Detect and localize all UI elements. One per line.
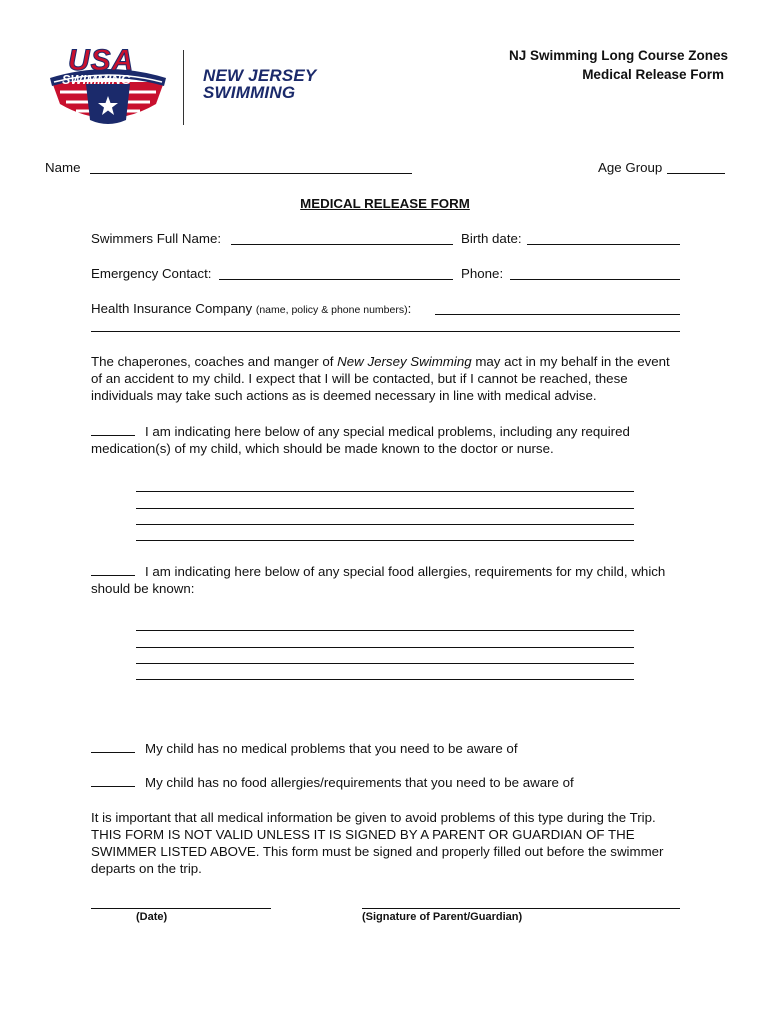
emergency-contact-label: Emergency Contact: (91, 266, 212, 281)
date-label: (Date) (136, 911, 168, 923)
no-medical-check-blank[interactable] (91, 741, 135, 753)
food-allergies-line[interactable] (136, 630, 634, 631)
nj-swimming-logo-line2: SWIMMING (203, 83, 296, 102)
insurance-colon: : (407, 301, 412, 316)
food-allergies-line[interactable] (136, 647, 634, 648)
name-label: Name (45, 160, 81, 175)
medical-problems-check-blank[interactable] (91, 424, 135, 436)
usa-logo-text: USA (68, 44, 135, 77)
age-group-field[interactable] (667, 173, 725, 174)
food-allergies-check-blank[interactable] (91, 564, 135, 576)
phone-field[interactable] (510, 279, 680, 280)
no-medical-row (91, 740, 671, 757)
swimmer-name-label: Swimmers Full Name: (91, 231, 222, 246)
parent-signature-line[interactable] (362, 908, 680, 909)
intro-text-part1: The chaperones, coaches and manger of (91, 354, 338, 369)
insurance-field-line2[interactable] (91, 331, 680, 332)
insurance-label: Health Insurance Company (91, 301, 253, 316)
no-medical-text: My child has no medical problems that you need to be aware of (145, 741, 518, 756)
food-allergies-line[interactable] (136, 663, 634, 664)
birth-date-field[interactable] (527, 244, 680, 245)
insurance-field-line1[interactable] (435, 314, 680, 315)
intro-paragraph (91, 353, 671, 404)
name-field[interactable] (90, 173, 412, 174)
header-title-line1: NJ Swimming Long Course Zones (508, 48, 728, 63)
food-allergies-paragraph (91, 563, 671, 597)
medical-problems-text: I am indicating here below of any special medical problems, including any required medication(s) of my child, which should be made known to the doctor or nurse. (91, 424, 630, 456)
age-group-label: Age Group (598, 160, 663, 175)
date-signature-line[interactable] (91, 908, 271, 909)
swimmer-name-field[interactable] (231, 244, 453, 245)
usa-swimming-logo (46, 44, 170, 128)
no-food-text: My child has no food allergies/requirements that you need to be aware of (145, 775, 574, 790)
form-title: MEDICAL RELEASE FORM (300, 196, 470, 211)
intro-org-name: New Jersey Swimming (337, 354, 472, 369)
intro-text-part2: may act in my behalf in the event of an accident to my child. I expect that I will be contacted, but if I cannot be reached, these individuals may take such actions as is deemed necessary in line with medical advise. (91, 354, 670, 403)
disclaimer-paragraph: It is important that all medical information be given to avoid problems of this type during the Trip. THIS FORM IS NOT VALID UNLESS IT IS SIGNED BY A PARENT OR GUARDIAN OF THE SWIMMER LISTED ABOVE. This form must be signed and properly filled out before the swimmer departs on the trip. (91, 810, 664, 876)
emergency-contact-field[interactable] (219, 279, 453, 280)
phone-label: Phone: (461, 266, 504, 281)
medical-problems-line[interactable] (136, 491, 634, 492)
insurance-hint: (name, policy & phone numbers) (255, 304, 408, 316)
medical-problems-paragraph (91, 423, 671, 457)
food-allergies-line[interactable] (136, 679, 634, 680)
medical-problems-line[interactable] (136, 524, 634, 525)
signature-label: (Signature of Parent/Guardian) (362, 911, 523, 923)
no-food-check-blank[interactable] (91, 775, 135, 787)
nj-swimming-logo-line1: NEW JERSEY (203, 66, 317, 85)
medical-problems-line[interactable] (136, 508, 634, 509)
header-title-line2: Medical Release Form (582, 67, 724, 82)
birth-date-label: Birth date: (461, 231, 522, 246)
food-allergies-text: I am indicating here below of any special food allergies, requirements for my child, which should be known: (91, 564, 666, 596)
no-food-row (91, 774, 671, 791)
swimming-logo-text: SWIMMING (62, 73, 132, 87)
medical-problems-line[interactable] (136, 540, 634, 541)
logo-divider (183, 50, 184, 125)
insurance-label-row (91, 301, 411, 316)
